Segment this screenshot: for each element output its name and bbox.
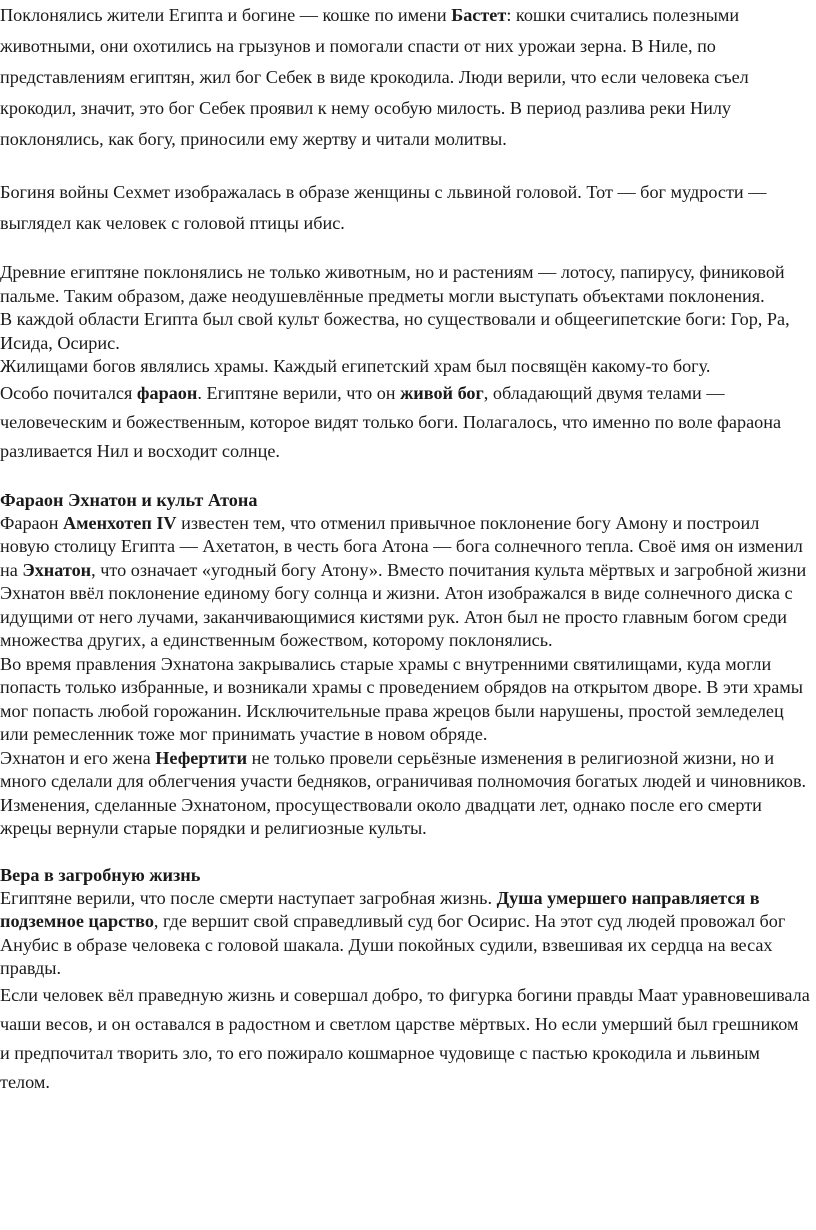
text: Особо почитался	[0, 382, 137, 403]
text: Если человек вёл праведную жизнь и совершал добро, то фигурка богини правды Маат уравновешивала чаши весов, и он оставался в радостном и светлом царстве мёртвых. Но если умерший был грешником и предпочитал творить зло, то его пожирало кошмарное чудовище с пастью крокодила и львиным телом.	[0, 984, 810, 1092]
bold-term: Бастет	[451, 5, 507, 25]
spacer	[0, 466, 812, 488]
bold-term: фараон	[136, 382, 198, 403]
paragraph-nefertiti	[0, 747, 812, 794]
text: Во время правления Эхнатона закрывались старые храмы с внутренними святилищами, куда могли попасть только избранные, и возникали храмы с проведением обрядов на открытом дворе. В эти храмы мог попасть любой горожанин. Исключительные права жрецов были нарушены, простой земледелец или ремесленник тоже мог принимать участие в новом обряде.	[0, 653, 803, 744]
text: . Египтяне верили, что он	[197, 382, 401, 403]
spacer	[0, 841, 812, 863]
bold-term: Аменхотеп IV	[62, 512, 177, 533]
text: : кошки считались полезными животными, они охотились на грызунов и помогали спасти от них урожаи зерна. В Ниле, по представлениям египтян, жил бог Себек в виде крокодила. Люди верили, что если человека съел крокодил, значит, это бог Себек проявил к нему особую милость. В период разлива реки Нилу поклонялись, как богу, приносили ему жертву и читали молитвы.	[0, 5, 749, 149]
text: Древние египтяне поклонялись не только животным, но и растениям — лотосу, папирусу, финиковой пальме. Таким образом, даже неодушевлённые предметы могли выступать объектами поклонения.	[0, 262, 785, 306]
text: известен тем, что отменил привычное поклонение богу Амону и построил новую столицу Египта — Ахетатон, в честь бога Атона — бога солнечного тепла. Своё имя он изменил на	[0, 512, 803, 580]
paragraph-plants	[0, 261, 812, 308]
text: Фараон	[0, 512, 63, 533]
text: Египтяне верили, что после смерти наступает загробная жизнь.	[0, 887, 497, 908]
bold-term: живой бог	[400, 382, 484, 403]
text: Поклонялись жители Египта и богине — кошке по имени	[0, 5, 452, 25]
paragraph-sekhmet	[0, 177, 812, 239]
section-heading-afterlife: Вера в загробную жизнь	[0, 864, 201, 885]
bold-term: Душа умершего направляется в подземное царство	[0, 887, 760, 931]
text: Эхнатон и его жена	[0, 747, 156, 768]
text: не только провели серьёзные изменения в религиозной жизни, но и много сделали для облегчения участи бедняков, ограничивая полномочия богатых людей и чиновников.	[0, 747, 807, 791]
paragraph-temples-reform	[0, 653, 812, 747]
text: В каждой области Египта был свой культ божества, но существовали и общеегипетские боги: Гор, Ра, Исида, Осирис.	[0, 309, 790, 353]
spacer	[0, 155, 812, 177]
text: Жилищами богов являлись храмы. Каждый египетский храм был посвящён какому-то богу.	[0, 356, 711, 376]
spacer	[0, 239, 812, 261]
paragraph-pharaoh	[0, 379, 812, 466]
paragraph-amenhotep	[0, 512, 812, 653]
section-heading-akhenaten: Фараон Эхнатон и культ Атона	[0, 489, 258, 510]
paragraph-afterlife	[0, 887, 812, 981]
paragraph-common-gods	[0, 308, 812, 355]
paragraph-changes	[0, 794, 812, 841]
text: Богиня войны Сехмет изображалась в образе женщины с львиной головой. Тот — бог мудрости — выглядел как человек с головой птицы ибис.	[0, 182, 767, 233]
paragraph-maat	[0, 981, 812, 1097]
bold-term: Эхнатон	[22, 559, 92, 580]
text: Изменения, сделанные Эхнатоном, просуществовали около двадцати лет, однако после его смерти жрецы вернули старые порядки и религиозные культы.	[0, 794, 762, 838]
bold-term: Нефертити	[155, 747, 248, 768]
paragraph-bastet	[0, 0, 812, 155]
text: , обладающий двумя телами — человеческим и божественным, которое видят только боги. Полагалось, что именно по воле фараона разливается Нил и восходит солнце.	[0, 382, 782, 461]
paragraph-temples	[0, 355, 812, 379]
text: , что означает «угодный богу Атону». Вместо почитания культа мёртвых и загробной жизни Эхнатон ввёл поклонение единому богу солнца и жизни. Атон изображался в виде солнечного диска с идущими от него лучами, заканчивающимися кистями рук. Атон был не просто главным богом среди множества других, а единственным божеством, которому поклонялись.	[0, 559, 807, 650]
text: , где вершит свой справедливый суд бог Осирис. На этот суд людей провожал бог Анубис в образе человека с головой шакала. Души покойных судили, взвешивая их сердца на весах правды.	[0, 911, 786, 978]
